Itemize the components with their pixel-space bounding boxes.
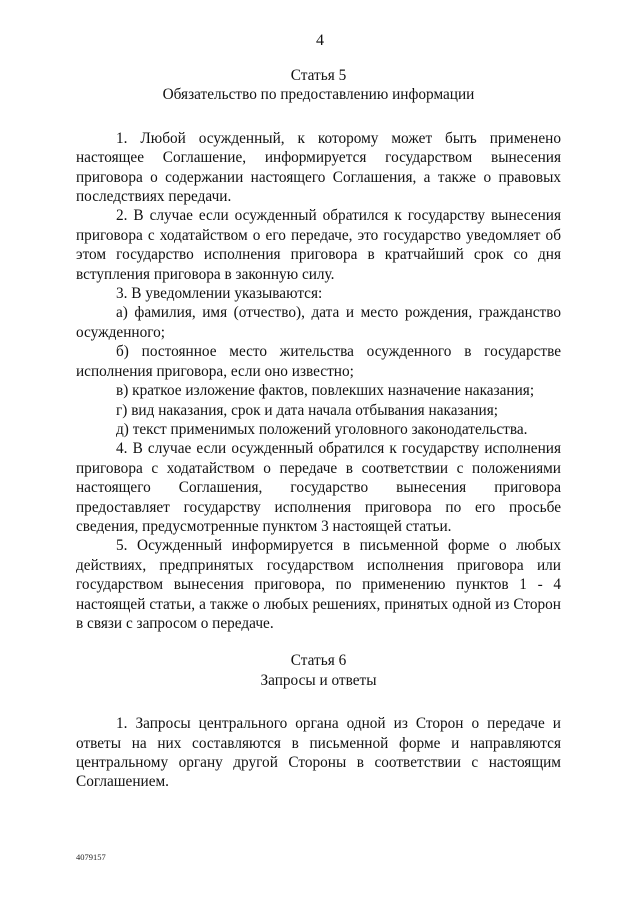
paragraph: 2. В случае если осужденный обратился к государству вынесения приговора с ходатайством о его передаче, это государство уведомляет об этом государство исполнения приговора в кратчайший срок со дня вступления приговора в законную силу.: [76, 207, 561, 283]
article-heading: Запросы и ответы: [260, 671, 377, 689]
list-item: б) постоянное место жительства осужденного в государстве исполнения приговора, если оно известно;: [76, 343, 561, 380]
article-6: [76, 651, 561, 791]
paragraph: 4. В случае если осужденный обратился к государству исполнения приговора с ходатайством о передаче в соответствии с положениями настоящего Соглашения, государство вынесения приговора предоставляет государству исполнения приговора по его просьбе сведения, предусмотренные пунктом 3 настоящей статьи.: [76, 440, 561, 535]
article-title: Статья 5: [290, 67, 347, 84]
list-item: г) вид наказания, срок и дата начала отбывания наказания;: [116, 401, 498, 419]
document-code: 4079157: [76, 852, 106, 862]
page-number: 4: [316, 32, 324, 49]
paragraph: 5. Осужденный информируется в письменной форме о любых действиях, предпринятых государством исполнения приговора или государством вынесения приговора, по применению пунктов 1 - 4 настоящей статьи, а также о любых решениях, принятых одной из Сторон в связи с запросом о передаче.: [76, 537, 561, 632]
article-title: Статья 6: [290, 652, 347, 670]
document-body: [76, 66, 561, 792]
article-body: [76, 129, 561, 634]
article-5: [76, 66, 561, 633]
paragraph: 3. В уведомлении указываются:: [116, 285, 323, 303]
list-item: в) краткое изложение фактов, повлекших назначение наказания;: [116, 382, 535, 400]
list-item: а) фамилия, имя (отчество), дата и место рождения, гражданство осужденного;: [76, 304, 561, 341]
paragraph: 1. Запросы центрального органа одной из Сторон о передаче и ответы на них составляются в письменной форме и направляются центральному органу другой Стороны в соответствии с настоящим Соглашением.: [76, 715, 561, 791]
list-item: д) текст применимых положений уголовного законодательства.: [116, 420, 528, 438]
article-heading: Обязательство по предоставлению информации: [162, 86, 475, 104]
article-body: [76, 714, 561, 792]
paragraph: 1. Любой осужденный, к которому может быть применено настоящее Соглашение, информируется государством вынесения приговора о содержании настоящего Соглашения, а также о правовых последствиях передачи.: [76, 129, 561, 206]
